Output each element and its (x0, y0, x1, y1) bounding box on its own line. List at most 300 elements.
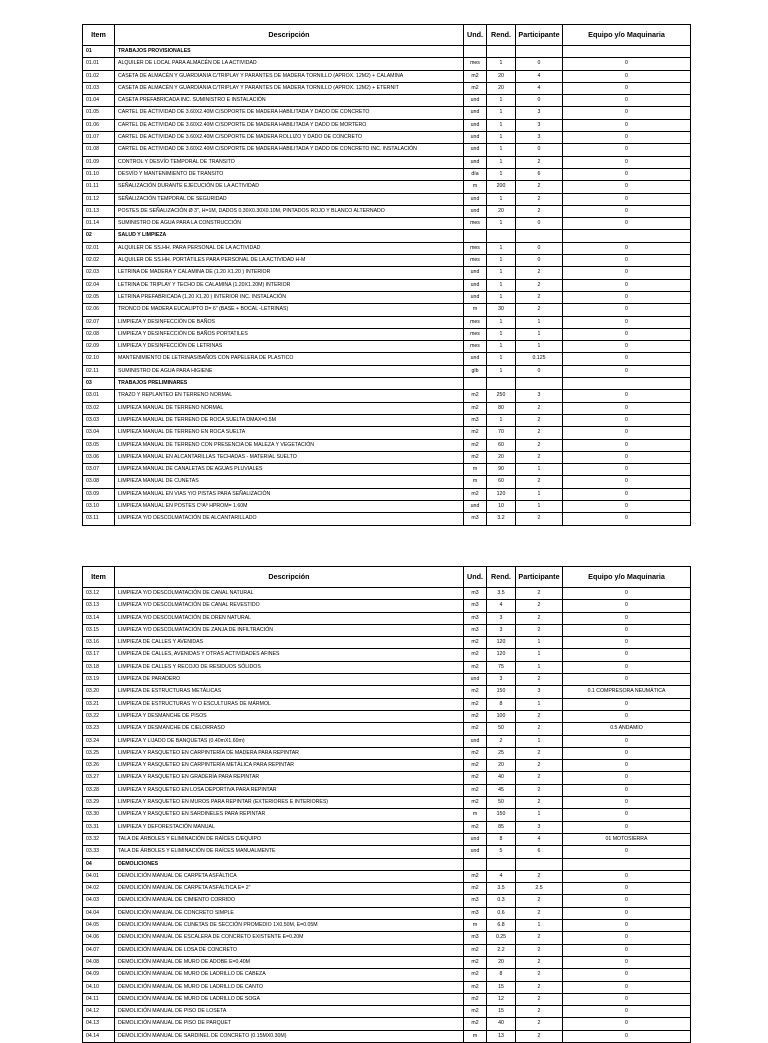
cell-unit: m2 (464, 686, 487, 698)
cell-performance: 3 (487, 674, 516, 686)
cell-equipment: 0 (563, 267, 691, 279)
cell-item: 03.28 (83, 784, 115, 796)
cell-performance: 25 (487, 747, 516, 759)
cell-item: 02.04 (83, 279, 115, 291)
cell-participant: 2 (516, 513, 563, 525)
cell-description: CASETA DE ALMACÉN Y GUARDIANIA C/TRIPLAY Y PARANTES DE MADERA TORNILLO (APROX. 12M2) + CALAMINA (115, 70, 464, 82)
cell-participant: 2 (516, 747, 563, 759)
cell-performance: 3 (487, 612, 516, 624)
cell-unit: und (464, 500, 487, 512)
cell-equipment: 0 (563, 1030, 691, 1042)
cell-item: 02.06 (83, 304, 115, 316)
cell-equipment: 0 (563, 637, 691, 649)
cell-participant: 4 (516, 833, 563, 845)
cell-unit: m2 (464, 649, 487, 661)
table-row (83, 132, 691, 144)
cell-description: CARTEL DE ACTIVIDAD DE 3.60X2.40M C/SOPORTE DE MADERA ROLLIZO Y DADO DE CONCRETO (115, 132, 464, 144)
cell-performance: 30 (487, 304, 516, 316)
cell-unit: m2 (464, 661, 487, 673)
cell-item: 01.06 (83, 119, 115, 131)
cell-description: LIMPIEZA MANUAL DE TERRENO DE ROCA SUELTA DMAX=0.5M (115, 414, 464, 426)
cell-participant: 2 (516, 600, 563, 612)
table-row (83, 870, 691, 882)
cell-description: LETRINA PREFABRICADA (1.20 X1.20 ) INTERIOR INC. INSTALACIÓN (115, 291, 464, 303)
cell-equipment: 0 (563, 895, 691, 907)
cell-equipment: 0 (563, 760, 691, 772)
cell-unit: und (464, 132, 487, 144)
cell-item: 04.09 (83, 969, 115, 981)
cell-item: 03.06 (83, 451, 115, 463)
cell-performance: 15 (487, 981, 516, 993)
cell-performance: 20 (487, 70, 516, 82)
cell-equipment: 0 (563, 328, 691, 340)
cell-item: 02 (83, 230, 115, 242)
cell-participant: 2 (516, 427, 563, 439)
cell-unit: mes (464, 58, 487, 70)
cell-equipment: 0 (563, 932, 691, 944)
cell-equipment: 0 (563, 710, 691, 722)
cell-performance: 1 (487, 328, 516, 340)
table-row (83, 451, 691, 463)
table-row (83, 365, 691, 377)
cell-description: LIMPIEZA MANUAL DE CUNETAS (115, 476, 464, 488)
cell-participant (516, 378, 563, 390)
cell-description: SEÑALIZACIÓN TEMPORAL DE SEGURIDAD (115, 193, 464, 205)
cell-performance: 8 (487, 698, 516, 710)
cell-item: 03.11 (83, 513, 115, 525)
cell-item: 03.18 (83, 661, 115, 673)
cell-description: SUMINISTRO DE AGUA PARA LA CONSTRUCCIÓN (115, 218, 464, 230)
table-row (83, 291, 691, 303)
table-row (83, 907, 691, 919)
table-row (83, 600, 691, 612)
cell-unit: m3 (464, 588, 487, 600)
cell-unit: und (464, 279, 487, 291)
table-row (83, 82, 691, 94)
cell-performance: 1 (487, 58, 516, 70)
cell-performance: 45 (487, 784, 516, 796)
cell-participant: 1 (516, 488, 563, 500)
table-row (83, 500, 691, 512)
cell-description: LIMPIEZA Y RASQUETEO EN CARPINTERÍA DE MADERA PARA REPINTAR (115, 747, 464, 759)
cell-unit: día (464, 168, 487, 180)
cell-description: DEMOLICIÓN MANUAL DE CIMIENTO CORRIDO (115, 895, 464, 907)
cell-unit: m2 (464, 821, 487, 833)
cell-performance: 1 (487, 414, 516, 426)
cell-equipment: 0 (563, 291, 691, 303)
cell-description: LETRINA DE MADERA Y CALAMINA DE (1.20 X1.20 ) INTERIOR (115, 267, 464, 279)
cell-description: TALA DE ÁRBOLES Y ELIMINACIÓN DE RAÍCES C/EQUIPO (115, 833, 464, 845)
cell-unit: mes (464, 328, 487, 340)
cell-performance: 1 (487, 144, 516, 156)
cell-description: LIMPIEZA Y RASQUETEO EN MUROS PARA REPINTAR (EXTERIORES E INTERIORES) (115, 797, 464, 809)
cell-item: 03.30 (83, 809, 115, 821)
table-row (83, 414, 691, 426)
cell-participant: 2 (516, 612, 563, 624)
cell-description: POSTES DE SEÑALIZACIÓN Ø 3", H=1M, DADOS 0.30X0.30X0.10M, PINTADOS ROJO Y BLANCO ALTERNADO (115, 205, 464, 217)
table-row (83, 883, 691, 895)
cell-unit: glb (464, 365, 487, 377)
cell-description: DESVÍO Y MANTENIMIENTO DE TRANSITO (115, 168, 464, 180)
cell-unit: m3 (464, 907, 487, 919)
cell-performance (487, 230, 516, 242)
cell-performance: 3.5 (487, 883, 516, 895)
cell-participant: 3 (516, 119, 563, 131)
cell-performance: 90 (487, 464, 516, 476)
cell-unit: und (464, 156, 487, 168)
table-row (83, 981, 691, 993)
cell-description: LIMPIEZA Y DESINFECCIÓN DE BAÑOS (115, 316, 464, 328)
cell-description: ALQUILER DE SS.HH. PARA PERSONAL DE LA ACTIVIDAD (115, 242, 464, 254)
table-row (83, 661, 691, 673)
cell-item: 01.01 (83, 58, 115, 70)
cell-equipment: 0 (563, 119, 691, 131)
cell-participant: 4 (516, 82, 563, 94)
table-row (83, 649, 691, 661)
cell-equipment: 0.5 ANDAMIO (563, 723, 691, 735)
cell-unit: m2 (464, 70, 487, 82)
cell-participant: 2 (516, 981, 563, 993)
cell-performance: 1 (487, 156, 516, 168)
table-row (83, 168, 691, 180)
cell-item: 04 (83, 858, 115, 870)
cell-unit: und (464, 107, 487, 119)
cell-unit: m2 (464, 390, 487, 402)
cell-equipment (563, 46, 691, 58)
cell-description: LIMPIEZA DE ESTRUCTURAS Y/ O ESCULTURAS DE MÁRMOL (115, 698, 464, 710)
cell-description: LIMPIEZA DE CALLES Y RECOJO DE RESIDUOS SÓLIDOS (115, 661, 464, 673)
cell-unit: und (464, 95, 487, 107)
cell-description: SALUD Y LIMPIEZA (115, 230, 464, 242)
table-row (83, 341, 691, 353)
cell-performance: 6.8 (487, 920, 516, 932)
cell-participant: 2 (516, 279, 563, 291)
cell-description: TRAZO Y REPLANTEO EN TERRENO NORMAL (115, 390, 464, 402)
cell-participant: 0 (516, 218, 563, 230)
cell-participant: 3 (516, 390, 563, 402)
table-row (83, 304, 691, 316)
cell-equipment: 0 (563, 58, 691, 70)
table-row (83, 70, 691, 82)
cell-performance: 20 (487, 760, 516, 772)
cell-unit: m2 (464, 439, 487, 451)
cell-performance: 120 (487, 649, 516, 661)
activities-table-page-2 (82, 566, 691, 1043)
cell-unit: m2 (464, 797, 487, 809)
cell-equipment: 0 (563, 316, 691, 328)
cell-equipment: 0 (563, 588, 691, 600)
cell-performance: 1 (487, 267, 516, 279)
cell-equipment: 0 (563, 427, 691, 439)
cell-performance: 0.3 (487, 895, 516, 907)
cell-unit: und (464, 833, 487, 845)
cell-item: 02.01 (83, 242, 115, 254)
cell-participant: 2 (516, 784, 563, 796)
cell-equipment: 0 (563, 993, 691, 1005)
cell-unit: m2 (464, 969, 487, 981)
cell-item: 03.22 (83, 710, 115, 722)
table-row (83, 1030, 691, 1042)
cell-unit: mes (464, 218, 487, 230)
cell-equipment: 0 (563, 809, 691, 821)
cell-description: LIMPIEZA Y RASQUETEO EN SARDINELES PARA REPINTAR (115, 809, 464, 821)
cell-unit: und (464, 353, 487, 365)
cell-equipment: 0 (563, 920, 691, 932)
table-row (83, 242, 691, 254)
cell-equipment: 0 (563, 600, 691, 612)
cell-performance: 1 (487, 95, 516, 107)
cell-participant: 1 (516, 920, 563, 932)
cell-performance: 3 (487, 624, 516, 636)
cell-unit (464, 230, 487, 242)
cell-participant: 3 (516, 132, 563, 144)
cell-unit: mes (464, 242, 487, 254)
table-row (83, 427, 691, 439)
cell-description: MANTENIMIENTO DE LETRINAS/BAÑOS CON PAPELERA DE PLASTICO (115, 353, 464, 365)
cell-participant: 2 (516, 797, 563, 809)
table-row (83, 932, 691, 944)
cell-performance: 1 (487, 168, 516, 180)
cell-description: DEMOLICIÓN MANUAL DE MURO DE LADRILLO DE CANTO (115, 981, 464, 993)
cell-description: LIMPIEZA Y DESMANCHE DE CIELORRASO (115, 723, 464, 735)
table-row (83, 488, 691, 500)
cell-description: CARTEL DE ACTIVIDAD DE 3.60X2.40M C/SOPORTE DE MADERA HABILITADA Y DADO DE MORTERO (115, 119, 464, 131)
cell-participant: 2 (516, 304, 563, 316)
cell-description: DEMOLICIÓN MANUAL DE MURO DE ADOBE E=0.40M (115, 956, 464, 968)
cell-item: 03.27 (83, 772, 115, 784)
cell-equipment: 0 (563, 969, 691, 981)
header-description: Descripción (115, 567, 464, 588)
cell-description: LIMPIEZA DE CALLES, AVENIDAS Y OTRAS ACTIVIDADES AFINES (115, 649, 464, 661)
cell-unit: m (464, 1030, 487, 1042)
header-performance: Rend. (487, 25, 516, 46)
cell-unit: und (464, 846, 487, 858)
cell-unit: m2 (464, 82, 487, 94)
cell-equipment: 0 (563, 784, 691, 796)
cell-unit: m2 (464, 698, 487, 710)
cell-item: 03.24 (83, 735, 115, 747)
cell-description: LIMPIEZA MANUAL DE TERRENO CON PRESENCIA DE MALEZA Y VEGETACIÓN (115, 439, 464, 451)
cell-equipment: 0 (563, 649, 691, 661)
table-row (83, 710, 691, 722)
cell-performance: 60 (487, 439, 516, 451)
cell-participant: 3 (516, 821, 563, 833)
cell-performance (487, 46, 516, 58)
cell-equipment: 0 (563, 513, 691, 525)
cell-participant: 1 (516, 637, 563, 649)
cell-item: 04.11 (83, 993, 115, 1005)
cell-description: DEMOLICIÓN MANUAL DE LOSA DE CONCRETO (115, 944, 464, 956)
cell-participant: 0.125 (516, 353, 563, 365)
cell-item: 02.08 (83, 328, 115, 340)
cell-unit: m2 (464, 637, 487, 649)
cell-unit: und (464, 291, 487, 303)
table-row (83, 833, 691, 845)
cell-equipment: 0 (563, 981, 691, 993)
activities-table-page-1 (82, 24, 691, 526)
table-row (83, 821, 691, 833)
cell-performance (487, 378, 516, 390)
cell-participant: 2 (516, 969, 563, 981)
cell-performance: 0.6 (487, 907, 516, 919)
cell-participant: 2 (516, 760, 563, 772)
cell-participant: 2 (516, 1006, 563, 1018)
cell-equipment: 0 (563, 846, 691, 858)
cell-equipment: 0 (563, 402, 691, 414)
cell-participant: 0 (516, 255, 563, 267)
table-row (83, 107, 691, 119)
table-row (83, 316, 691, 328)
cell-item: 04.01 (83, 870, 115, 882)
cell-description: LIMPIEZA MANUAL DE TERRENO EN ROCA SUELTA (115, 427, 464, 439)
table-row (83, 267, 691, 279)
section-row (83, 378, 691, 390)
header-equipment: Equipo y/o Maquinaria (563, 567, 691, 588)
cell-unit: m2 (464, 760, 487, 772)
cell-participant: 2 (516, 907, 563, 919)
cell-participant: 1 (516, 735, 563, 747)
cell-item: 01.03 (83, 82, 115, 94)
cell-item: 04.12 (83, 1006, 115, 1018)
cell-equipment: 0 (563, 624, 691, 636)
cell-item: 02.10 (83, 353, 115, 365)
cell-equipment: 0 (563, 500, 691, 512)
section-row (83, 858, 691, 870)
cell-participant: 4 (516, 70, 563, 82)
cell-equipment: 0 (563, 255, 691, 267)
cell-description: DEMOLICIÓN MANUAL DE PISO DE PARQUET (115, 1018, 464, 1030)
cell-item: 04.07 (83, 944, 115, 956)
cell-unit: m3 (464, 600, 487, 612)
cell-participant: 3 (516, 686, 563, 698)
cell-description: DEMOLICIÓN MANUAL DE CUNETAS DE SECCIÓN PROMEDIO 1X0.50M, E=0.05M (115, 920, 464, 932)
cell-performance: 80 (487, 402, 516, 414)
cell-performance: 40 (487, 772, 516, 784)
cell-performance: 1 (487, 119, 516, 131)
table-row (83, 846, 691, 858)
table-row (83, 698, 691, 710)
table-row (83, 328, 691, 340)
table-row (83, 476, 691, 488)
table-row (83, 402, 691, 414)
cell-participant: 1 (516, 341, 563, 353)
cell-description: LIMPIEZA Y/O DESCOLMATACIÓN DE ALCANTARILLADO (115, 513, 464, 525)
cell-performance: 1 (487, 107, 516, 119)
cell-equipment: 0 (563, 95, 691, 107)
cell-participant: 0 (516, 95, 563, 107)
cell-equipment: 0 (563, 772, 691, 784)
cell-unit: m (464, 464, 487, 476)
cell-unit: und (464, 119, 487, 131)
cell-participant: 1 (516, 316, 563, 328)
table-row (83, 193, 691, 205)
cell-item: 01.12 (83, 193, 115, 205)
cell-item: 03.04 (83, 427, 115, 439)
cell-unit: m2 (464, 956, 487, 968)
cell-performance: 50 (487, 723, 516, 735)
cell-performance: 3.5 (487, 588, 516, 600)
cell-unit: mes (464, 341, 487, 353)
cell-unit: und (464, 267, 487, 279)
cell-unit: mes (464, 316, 487, 328)
cell-item: 01.04 (83, 95, 115, 107)
cell-participant: 2 (516, 402, 563, 414)
cell-item: 03.03 (83, 414, 115, 426)
cell-item: 03.17 (83, 649, 115, 661)
cell-unit: m2 (464, 427, 487, 439)
cell-equipment: 0 (563, 107, 691, 119)
cell-unit: und (464, 674, 487, 686)
table-row (83, 772, 691, 784)
cell-performance: 75 (487, 661, 516, 673)
cell-description: CARTEL DE ACTIVIDAD DE 3.60X2.40M C/SOPORTE DE MADERA HABILITADA Y DADO DE CONCRETO INC. INSTALACIÓN (115, 144, 464, 156)
section-row (83, 46, 691, 58)
cell-unit: m2 (464, 723, 487, 735)
cell-participant: 0 (516, 58, 563, 70)
cell-unit: m2 (464, 784, 487, 796)
cell-equipment: 0 (563, 353, 691, 365)
cell-performance: 20 (487, 451, 516, 463)
cell-performance: 0.25 (487, 932, 516, 944)
table-row (83, 95, 691, 107)
cell-item: 03.16 (83, 637, 115, 649)
table-row (83, 156, 691, 168)
cell-participant: 2 (516, 267, 563, 279)
cell-unit: und (464, 205, 487, 217)
cell-item: 03.20 (83, 686, 115, 698)
cell-description: DEMOLICIÓN MANUAL DE SARDINEL DE CONCRETO (0.15MX0.30M) (115, 1030, 464, 1042)
cell-equipment: 0 (563, 698, 691, 710)
cell-description: LIMPIEZA Y DESMANCHE DE PISOS (115, 710, 464, 722)
cell-description: LIMPIEZA Y/O DESCOLMATACIÓN DE DREN NATURAL (115, 612, 464, 624)
cell-participant: 2 (516, 993, 563, 1005)
cell-performance: 20 (487, 205, 516, 217)
cell-performance: 2 (487, 735, 516, 747)
cell-item: 03.21 (83, 698, 115, 710)
header-row (83, 567, 691, 588)
cell-unit: m (464, 304, 487, 316)
cell-equipment: 0 (563, 661, 691, 673)
header-item: Item (83, 567, 115, 588)
table-row (83, 686, 691, 698)
cell-participant: 2 (516, 205, 563, 217)
cell-participant: 6 (516, 846, 563, 858)
cell-description: LIMPIEZA Y/O DESCOLMATACIÓN DE CANAL REVESTIDO (115, 600, 464, 612)
cell-unit: m2 (464, 451, 487, 463)
cell-unit: m2 (464, 772, 487, 784)
cell-item: 01.14 (83, 218, 115, 230)
cell-participant: 6 (516, 168, 563, 180)
cell-item: 03.10 (83, 500, 115, 512)
cell-performance: 1 (487, 365, 516, 377)
cell-equipment: 0 (563, 365, 691, 377)
cell-participant: 2 (516, 624, 563, 636)
cell-equipment: 0 (563, 488, 691, 500)
cell-description: ALQUILER DE LOCAL PARA ALMACÉN DE LA ACTIVIDAD (115, 58, 464, 70)
cell-performance: 15 (487, 1006, 516, 1018)
cell-equipment: 0 (563, 821, 691, 833)
table-row (83, 218, 691, 230)
header-item: Item (83, 25, 115, 46)
cell-equipment (563, 858, 691, 870)
cell-item: 03.07 (83, 464, 115, 476)
table-row (83, 58, 691, 70)
cell-item: 03.23 (83, 723, 115, 735)
cell-item: 04.05 (83, 920, 115, 932)
cell-equipment: 0 (563, 181, 691, 193)
cell-description: CASETA PREFABRICADA INC. SUMINISTRO E INSTALACIÓN (115, 95, 464, 107)
cell-description: LIMPIEZA MANUAL DE CANALETAS DE AGUAS PLUVIALES (115, 464, 464, 476)
